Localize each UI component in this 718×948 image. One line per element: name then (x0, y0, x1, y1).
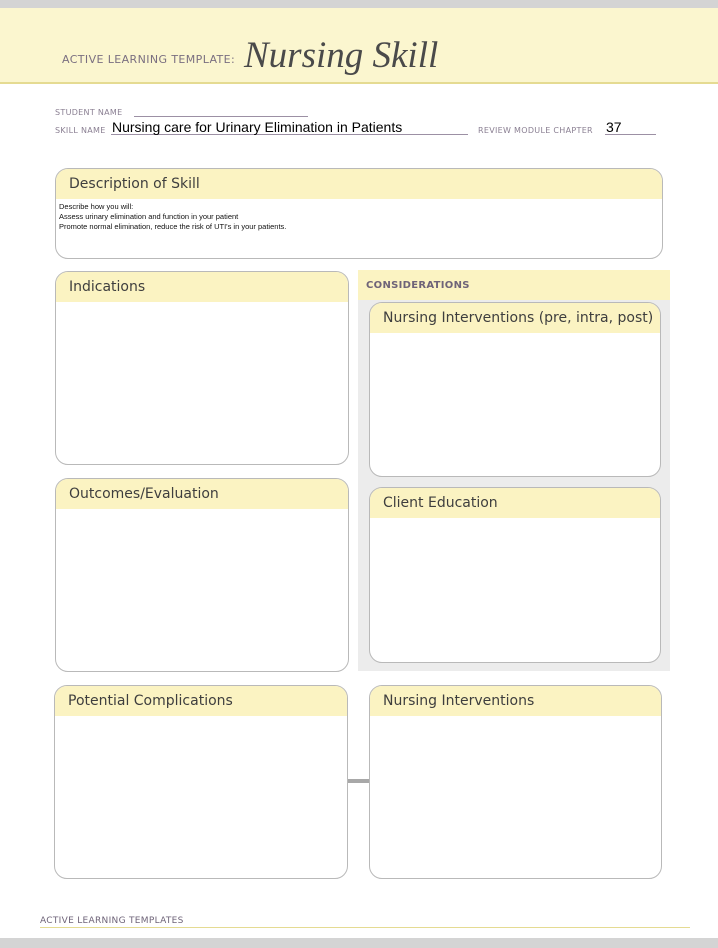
page-title: Nursing Skill (244, 35, 439, 76)
footer-label: ACTIVE LEARNING TEMPLATES (40, 916, 184, 926)
considerations-panel (358, 270, 670, 671)
student-name-label: STUDENT NAME (55, 108, 123, 117)
skill-name-field[interactable]: Nursing care for Urinary Elimination in Patients (112, 119, 403, 135)
potential-complications-section[interactable] (54, 685, 348, 879)
client-education-title: Client Education (370, 488, 660, 518)
nursing-interventions-section[interactable] (369, 685, 662, 879)
review-module-label: REVIEW MODULE CHAPTER (478, 126, 593, 135)
top-border (0, 0, 718, 8)
considerations-nursing-interventions-section[interactable] (369, 302, 661, 477)
bottom-border (0, 938, 718, 948)
description-body (56, 199, 662, 232)
template-label: ACTIVE LEARNING TEMPLATE: (62, 53, 236, 66)
description-section[interactable] (55, 168, 663, 259)
client-education-section[interactable] (369, 487, 661, 663)
nursing-interventions-title: Nursing Interventions (370, 686, 661, 716)
considerations-nursing-interventions-title: Nursing Interventions (pre, intra, post) (370, 303, 660, 333)
description-line: Assess urinary elimination and function in your patient (59, 212, 239, 221)
description-line: Promote normal elimination, reduce the risk of UTI's in your patients. (59, 222, 287, 231)
description-title: Description of Skill (56, 169, 662, 199)
outcomes-section[interactable] (55, 478, 349, 672)
description-line: Describe how you will: (59, 202, 134, 211)
considerations-label: CONSIDERATIONS (366, 280, 470, 291)
skill-name-label: SKILL NAME (55, 126, 106, 135)
outcomes-title: Outcomes/Evaluation (56, 479, 348, 509)
footer-divider (40, 927, 690, 928)
indications-section[interactable] (55, 271, 349, 465)
indications-title: Indications (56, 272, 348, 302)
student-name-line (134, 116, 308, 117)
connector-bar (348, 779, 369, 783)
review-module-field[interactable]: 37 (606, 119, 622, 135)
potential-complications-title: Potential Complications (55, 686, 347, 716)
